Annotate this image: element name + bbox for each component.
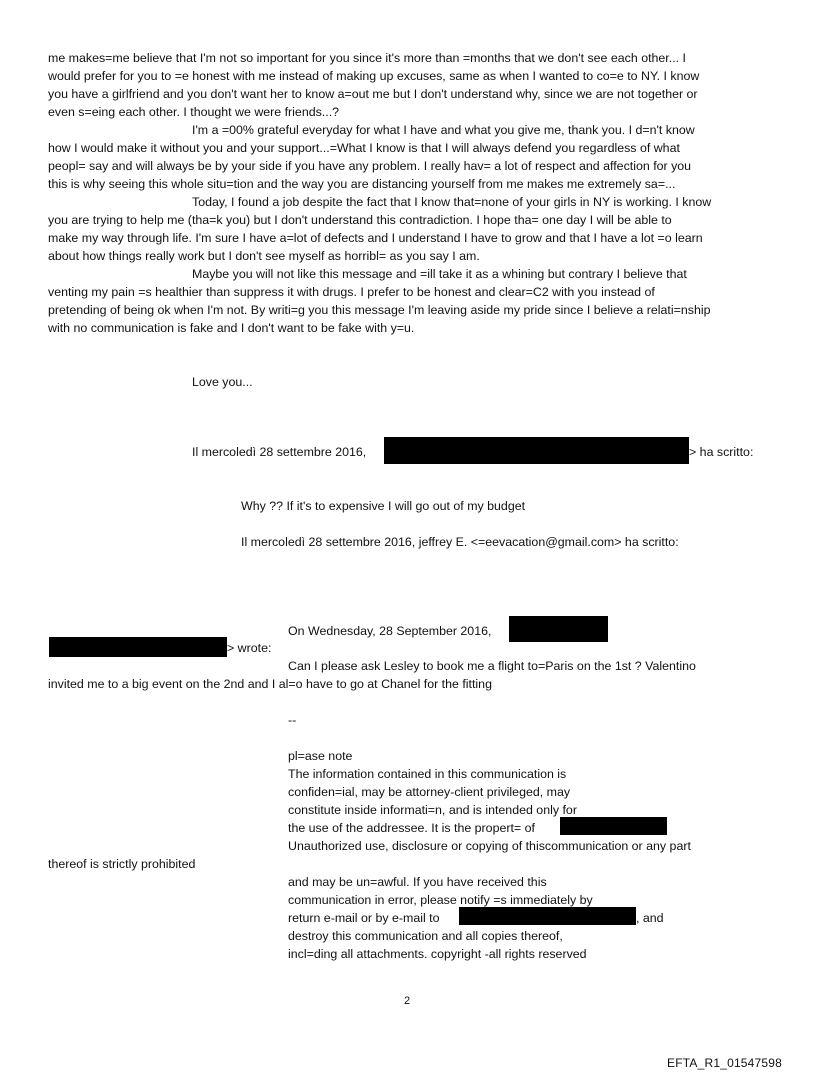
quote2-body: Why ?? If it's to expensive I will go out of my budget <box>241 499 526 513</box>
quote3-body-line: invited me to a big event on the 2nd and I al=o have to go at Chanel for the fitting <box>48 677 492 691</box>
disclaimer-line: Unauthorized use, disclosure or copying of thiscommunication or any part <box>288 839 691 853</box>
letter-line: with no communication is fake and I don't want to be fake with y=u. <box>48 321 415 335</box>
disclaimer-and: , and <box>636 911 664 925</box>
quote3-wrote: > wrote: <box>227 641 272 655</box>
quote1-header-suffix: > ha scritto: <box>689 445 754 459</box>
letter-line: about how things really work but I don't see myself as horribl= as you say I am. <box>48 249 480 263</box>
disclaimer-line: destroy this communication and all copies thereof, <box>288 929 563 943</box>
bates-number: EFTA_R1_01547598 <box>667 1056 783 1070</box>
disclaimer-overflow-line: thereof is strictly prohibited <box>48 857 196 871</box>
letter-line: you are trying to help me (tha=k you) but I don't understand this contradiction. I hope tha= one day I will be able to <box>48 213 672 227</box>
quote3-header-prefix: On Wednesday, 28 September 2016, <box>288 624 492 638</box>
signoff: Love you... <box>192 375 253 389</box>
letter-line: would prefer for you to =e honest with me instead of making up excuses, same as when I wanted to co=e to NY. I know <box>48 69 700 83</box>
redaction-box <box>560 817 667 835</box>
letter-line: even s=eing each other. I thought we were friends...? <box>48 105 340 119</box>
quote2-header: Il mercoledì 28 settembre 2016, jeffrey E. <=eevacation@gmail.com> ha scritto: <box>241 535 679 549</box>
disclaimer-line: constitute inside informati=n, and is intended only for <box>288 803 577 817</box>
quote3-body-line: Can I please ask Lesley to book me a flight to=Paris on the 1st ? Valentino <box>288 659 696 673</box>
letter-line: this is why seeing this whole situ=tion and the way you are distancing yourself from me makes me extremely sa=... <box>48 177 676 191</box>
signature-dashes: -- <box>288 713 297 727</box>
letter-line: Maybe you will not like this message and =ill take it as a whining but contrary I believe that <box>192 267 687 281</box>
disclaimer-line: pl=ase note <box>288 749 353 763</box>
page-number: 2 <box>404 995 411 1007</box>
disclaimer-line: confiden=ial, may be attorney-client privileged, may <box>288 785 571 799</box>
letter-line: peopl= say and will always be by your side if you have any problem. I really hav= a lot of respect and affection for you <box>48 159 692 173</box>
disclaimer-line: communication in error, please notify =s immediately by <box>288 893 593 907</box>
letter-line: Today, I found a job despite the fact that I know that=none of your girls in NY is working. I know <box>192 195 712 209</box>
disclaimer-line: the use of the addressee. It is the propert= of <box>288 821 535 835</box>
letter-line: how I would make it without you and your support...=What I know is that I will always defend you regardless of what <box>48 141 680 155</box>
redaction-box <box>459 907 636 925</box>
redaction-box <box>384 437 689 464</box>
disclaimer-line: and may be un=awful. If you have received this <box>288 875 547 889</box>
disclaimer-line: The information contained in this communication is <box>288 767 567 781</box>
letter-line: make my way through life. I'm sure I have a=lot of defects and I understand I have to grow and that I have a lot =o learn <box>48 231 703 245</box>
redaction-box <box>509 616 608 642</box>
letter-line: pretending of being ok when I'm not. By writi=g you this message I'm leaving aside my pride since I believe a relati=nship <box>48 303 711 317</box>
quote1-header-prefix: Il mercoledì 28 settembre 2016, <box>192 445 367 459</box>
redaction-box <box>49 637 227 657</box>
letter-line: I'm a =00% grateful everyday for what I have and what you give me, thank you. I d=n't know <box>192 123 695 137</box>
disclaimer-line: return e-mail or by e-mail to <box>288 911 440 925</box>
letter-line: me makes=me believe that I'm not so important for you since it's more than =months that we don't see each other... I <box>48 51 686 65</box>
letter-line: you have a girlfriend and you don't want her to know a=out me but I don't understand why, since we are not together or <box>48 87 698 101</box>
disclaimer-line: incl=ding all attachments. copyright -all rights reserved <box>288 947 587 961</box>
letter-line: venting my pain =s healthier than suppress it with drugs. I prefer to be honest and clear=C2 with you instead of <box>48 285 655 299</box>
